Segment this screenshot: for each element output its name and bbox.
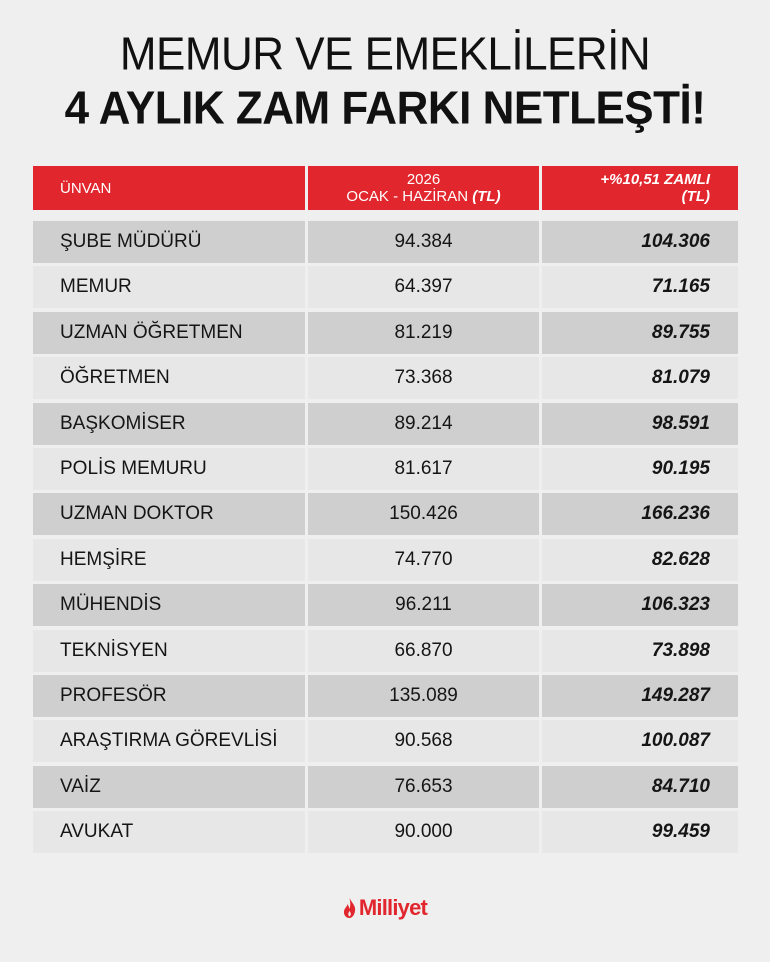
table-header — [33, 166, 738, 210]
table-row — [33, 630, 738, 672]
cell-title: AVUKAT — [33, 811, 305, 853]
header-current-period — [346, 188, 500, 205]
table-row — [33, 766, 738, 808]
cell-title: TEKNİSYEN — [33, 630, 305, 672]
cell-title: HEMŞİRE — [33, 539, 305, 581]
flame-icon — [343, 898, 356, 918]
table-row — [33, 403, 738, 445]
cell-current: 90.568 — [308, 720, 539, 762]
header-raised-line2: (TL) — [681, 188, 710, 205]
cell-title: ŞUBE MÜDÜRÜ — [33, 221, 305, 263]
cell-current: 81.219 — [308, 312, 539, 354]
cell-title: MÜHENDİS — [33, 584, 305, 626]
cell-raised: 98.591 — [542, 403, 738, 445]
cell-current: 64.397 — [308, 266, 539, 308]
cell-raised: 71.165 — [542, 266, 738, 308]
cell-title: UZMAN DOKTOR — [33, 493, 305, 535]
cell-current: 94.384 — [308, 221, 539, 263]
table-row — [33, 493, 738, 535]
table-row — [33, 584, 738, 626]
table-row — [33, 266, 738, 308]
cell-current: 66.870 — [308, 630, 539, 672]
cell-raised: 90.195 — [542, 448, 738, 490]
cell-current: 150.426 — [308, 493, 539, 535]
cell-current: 89.214 — [308, 403, 539, 445]
cell-raised: 149.287 — [542, 675, 738, 717]
milliyet-logo — [0, 895, 770, 921]
table-row — [33, 720, 738, 762]
cell-title: PROFESÖR — [33, 675, 305, 717]
cell-raised: 104.306 — [542, 221, 738, 263]
cell-current: 135.089 — [308, 675, 539, 717]
table-row — [33, 221, 738, 263]
cell-raised: 81.079 — [542, 357, 738, 399]
cell-title: POLİS MEMURU — [33, 448, 305, 490]
cell-title: ÖĞRETMEN — [33, 357, 305, 399]
header-raised-line1: +%10,51 ZAMLI — [600, 171, 710, 188]
cell-title: BAŞKOMİSER — [33, 403, 305, 445]
cell-title: ARAŞTIRMA GÖREVLİSİ — [33, 720, 305, 762]
cell-raised: 73.898 — [542, 630, 738, 672]
cell-raised: 89.755 — [542, 312, 738, 354]
table-body — [33, 221, 738, 853]
cell-current: 81.617 — [308, 448, 539, 490]
cell-raised: 99.459 — [542, 811, 738, 853]
title-line-2: 4 AYLIK ZAM FARKI NETLEŞTİ! — [64, 82, 706, 135]
cell-title: UZMAN ÖĞRETMEN — [33, 312, 305, 354]
cell-raised: 166.236 — [542, 493, 738, 535]
cell-raised: 84.710 — [542, 766, 738, 808]
title-line-1: MEMUR VE EMEKLİLERİN — [119, 28, 651, 81]
cell-title: MEMUR — [33, 266, 305, 308]
header-current — [308, 166, 539, 210]
table-row — [33, 811, 738, 853]
cell-current: 76.653 — [308, 766, 539, 808]
salary-table — [33, 166, 738, 856]
table-row — [33, 312, 738, 354]
header-current-period-label: OCAK - HAZİRAN — [346, 188, 469, 205]
cell-current: 74.770 — [308, 539, 539, 581]
table-row — [33, 357, 738, 399]
cell-current: 73.368 — [308, 357, 539, 399]
cell-raised: 100.087 — [542, 720, 738, 762]
header-current-unit: (TL) — [472, 188, 501, 205]
cell-raised: 106.323 — [542, 584, 738, 626]
table-row — [33, 539, 738, 581]
table-row — [33, 675, 738, 717]
header-raised — [542, 166, 738, 210]
cell-title: VAİZ — [33, 766, 305, 808]
logo-text: Milliyet — [358, 895, 428, 920]
cell-raised: 82.628 — [542, 539, 738, 581]
cell-current: 90.000 — [308, 811, 539, 853]
header-current-year: 2026 — [406, 171, 441, 188]
cell-current: 96.211 — [308, 584, 539, 626]
header-title: ÜNVAN — [33, 166, 305, 210]
table-row — [33, 448, 738, 490]
